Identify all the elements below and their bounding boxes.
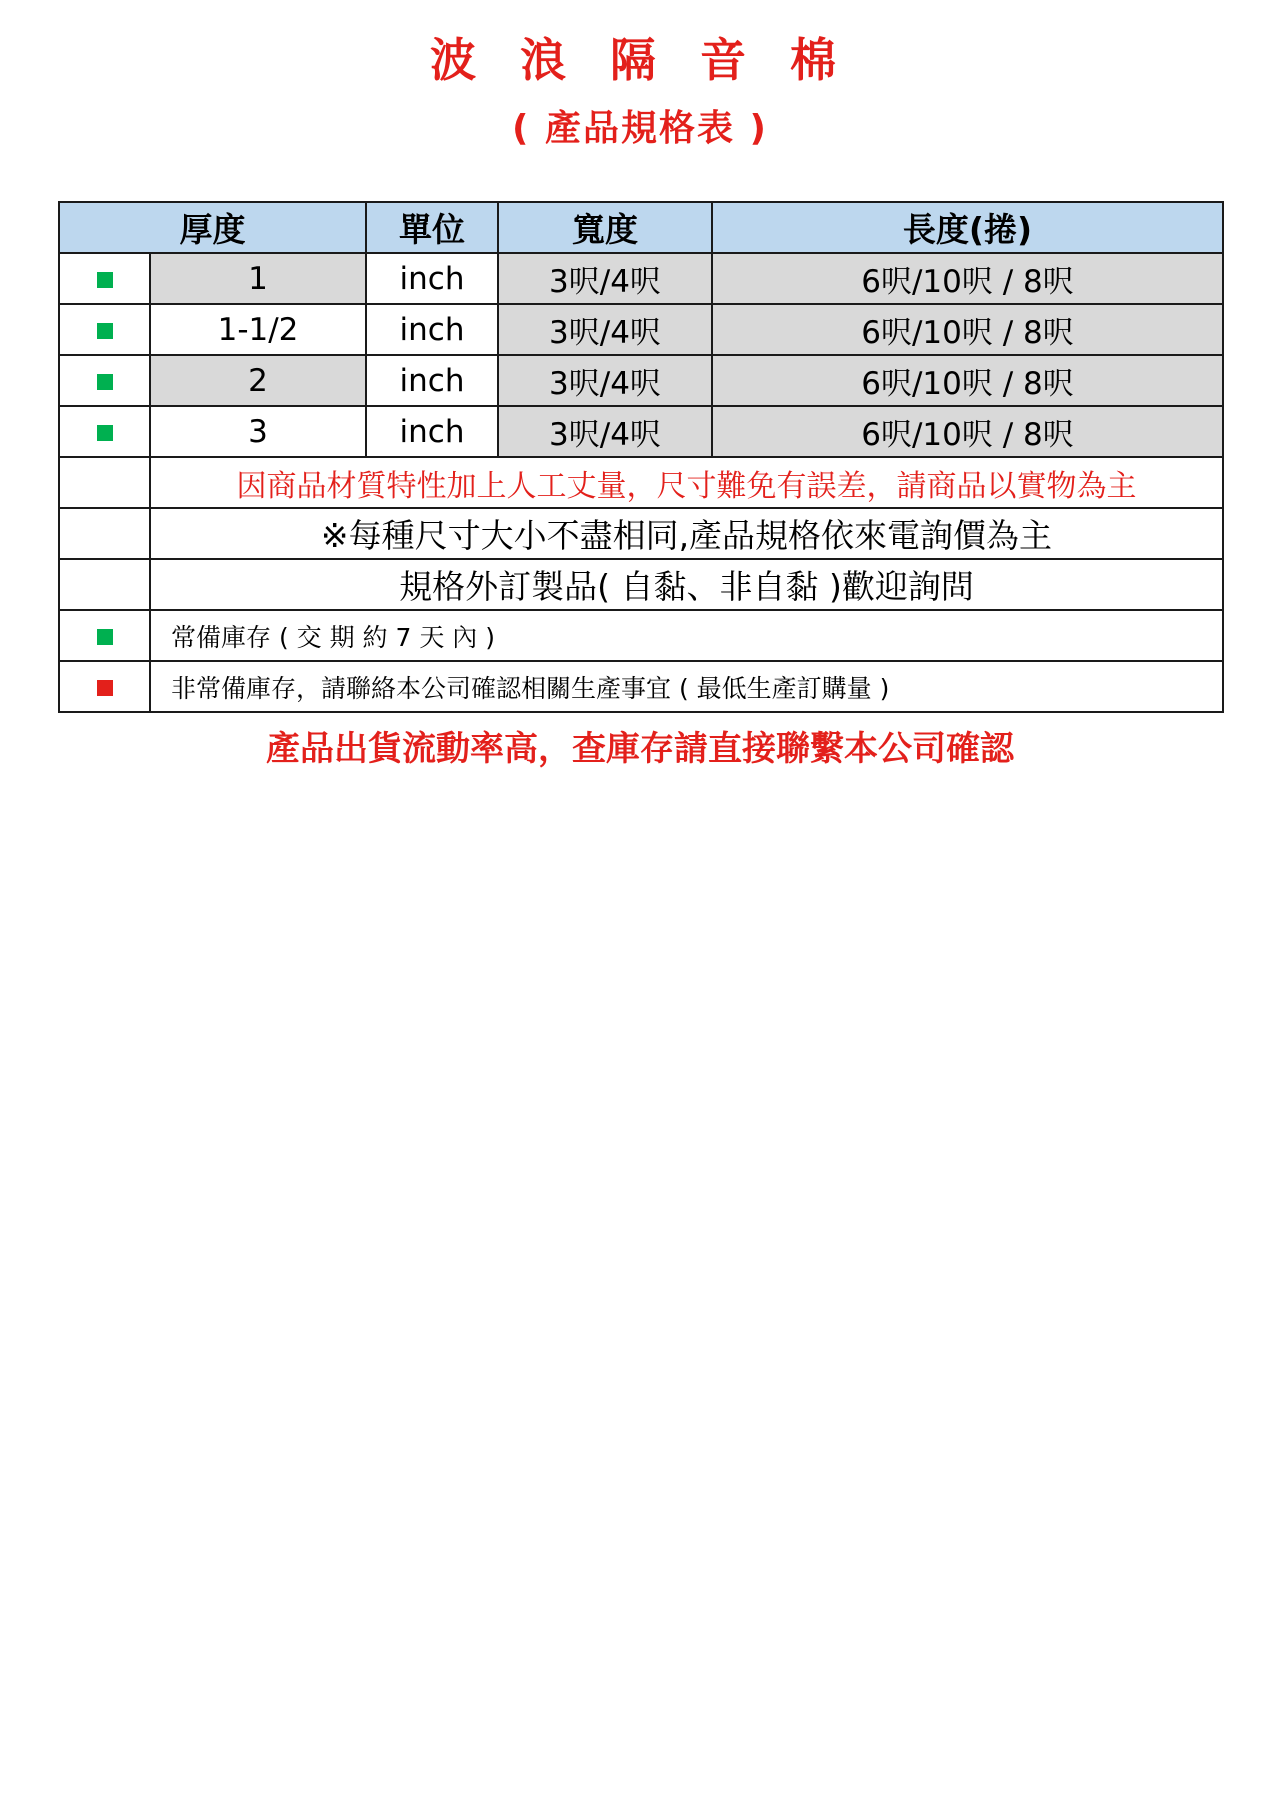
note-measurement-error: 因商品材質特性加上人工丈量，尺寸難免有誤差，請商品以實物為主 xyxy=(150,457,1223,508)
page-subtitle: ( 產品規格表 ) xyxy=(512,108,768,149)
legend-row xyxy=(59,610,1223,661)
green-square-icon xyxy=(97,425,113,441)
table-header-row xyxy=(59,202,1223,253)
cell-unit: inch xyxy=(366,253,498,304)
note-row xyxy=(59,457,1223,508)
note-custom-order: 規格外訂製品( 自黏、非自黏 )歡迎詢問 xyxy=(150,559,1223,610)
cell-length: 6呎/10呎 / 8呎 xyxy=(712,355,1223,406)
cell-thickness: 2 xyxy=(150,355,366,406)
cell-thickness: 1-1/2 xyxy=(150,304,366,355)
legend-not-in-stock: 非常備庫存，請聯絡本公司確認相關生產事宜 ( 最低生產訂購量 ) xyxy=(150,661,1223,712)
table-row xyxy=(59,253,1223,304)
footer-note: 產品出貨流動率高，查庫存請直接聯繫本公司確認 xyxy=(266,729,1014,769)
empty-marker-cell xyxy=(59,559,150,610)
row-marker-cell xyxy=(59,406,150,457)
table-row xyxy=(59,304,1223,355)
note-size-inquiry: ※每種尺寸大小不盡相同,產品規格依來電詢價為主 xyxy=(150,508,1223,559)
note-row xyxy=(59,508,1223,559)
cell-thickness: 3 xyxy=(150,406,366,457)
row-marker-cell xyxy=(59,355,150,406)
cell-width: 3呎/4呎 xyxy=(498,355,712,406)
row-marker-cell xyxy=(59,253,150,304)
cell-unit: inch xyxy=(366,406,498,457)
cell-unit: inch xyxy=(366,304,498,355)
header-unit: 單位 xyxy=(366,202,498,253)
note-row xyxy=(59,559,1223,610)
header-width: 寬度 xyxy=(498,202,712,253)
legend-row xyxy=(59,661,1223,712)
cell-unit: inch xyxy=(366,355,498,406)
cell-width: 3呎/4呎 xyxy=(498,406,712,457)
cell-length: 6呎/10呎 / 8呎 xyxy=(712,304,1223,355)
page-title: 波 浪 隔 音 棉 xyxy=(429,33,851,87)
green-square-icon xyxy=(97,272,113,288)
table-row xyxy=(59,355,1223,406)
empty-marker-cell xyxy=(59,457,150,508)
cell-length: 6呎/10呎 / 8呎 xyxy=(712,406,1223,457)
header-length: 長度(捲) xyxy=(712,202,1223,253)
green-square-icon xyxy=(97,629,113,645)
empty-marker-cell xyxy=(59,508,150,559)
table-row xyxy=(59,406,1223,457)
green-square-icon xyxy=(97,374,113,390)
red-square-icon xyxy=(97,680,113,696)
legend-in-stock: 常備庫存 ( 交 期 約 7 天 內 ) xyxy=(150,610,1223,661)
legend-marker-cell xyxy=(59,661,150,712)
cell-width: 3呎/4呎 xyxy=(498,304,712,355)
cell-thickness: 1 xyxy=(150,253,366,304)
cell-width: 3呎/4呎 xyxy=(498,253,712,304)
row-marker-cell xyxy=(59,304,150,355)
green-square-icon xyxy=(97,323,113,339)
spec-table xyxy=(58,201,1224,713)
cell-length: 6呎/10呎 / 8呎 xyxy=(712,253,1223,304)
legend-marker-cell xyxy=(59,610,150,661)
header-thickness: 厚度 xyxy=(59,202,366,253)
